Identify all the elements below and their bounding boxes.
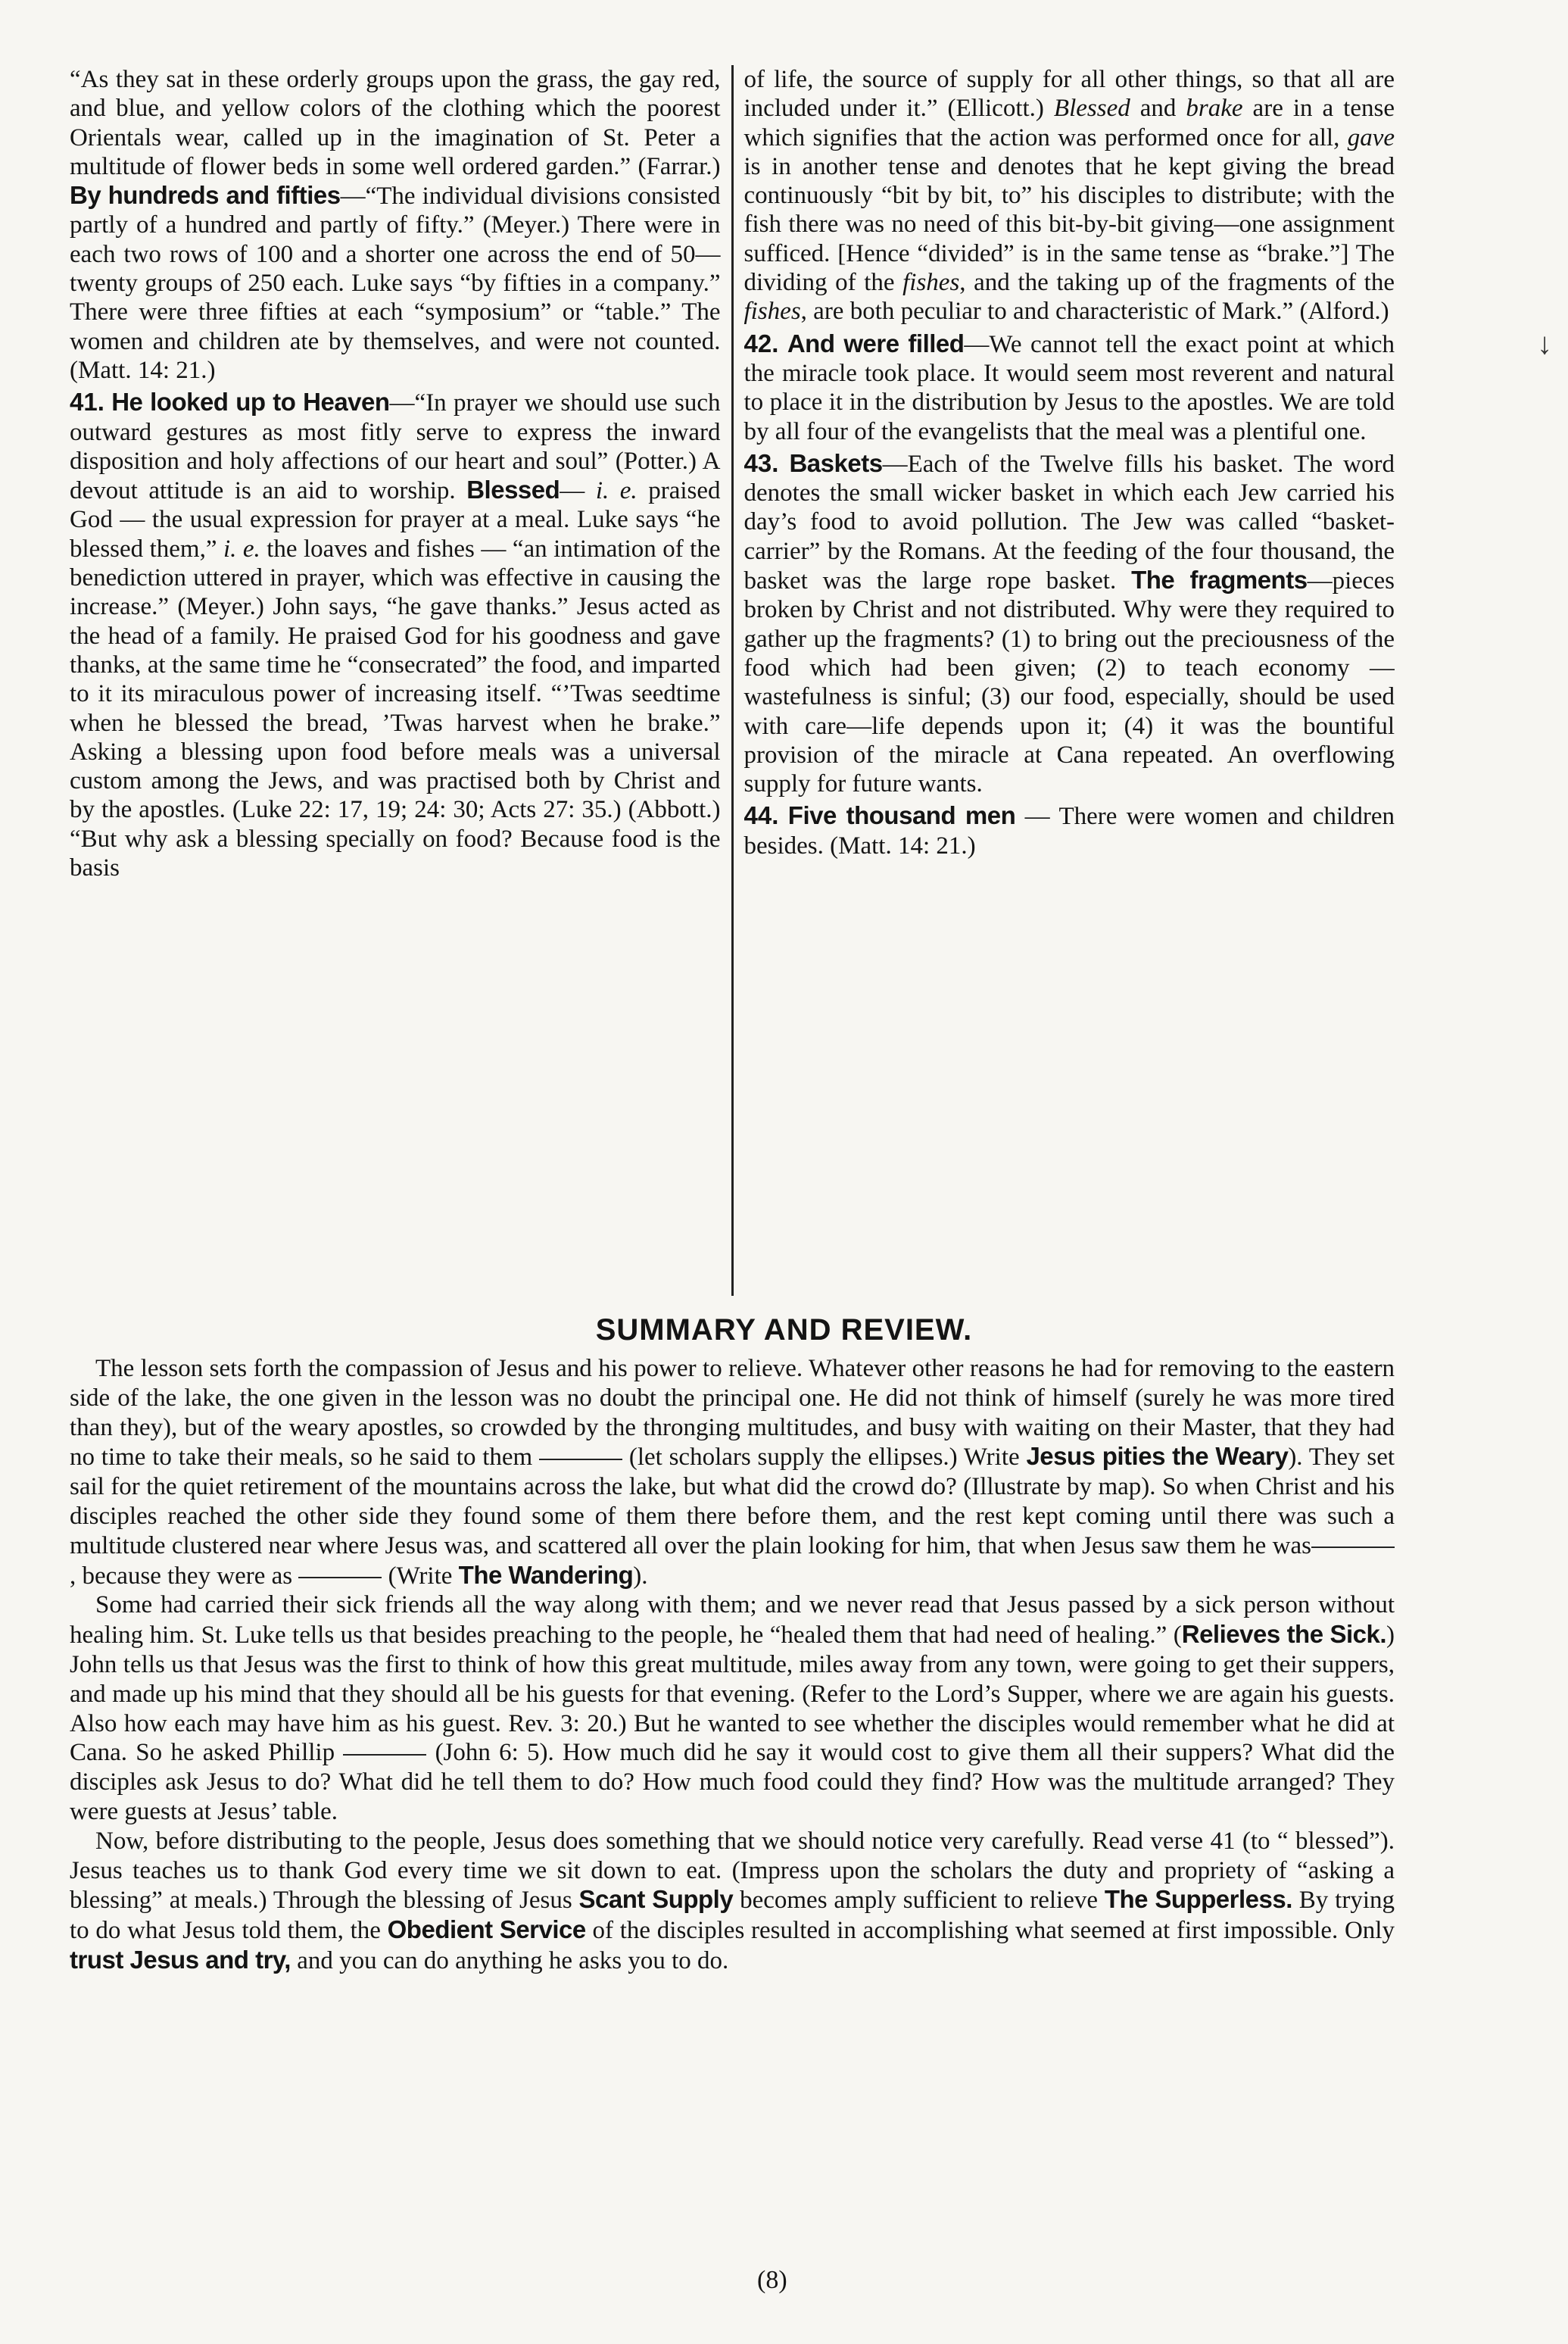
blank-line	[343, 1754, 426, 1756]
summary-text-1c: ). They set sail for the quiet retirement of the mountains across the lake, but what did the crowd do? (Illustrate by map). So when Christ and his disciples reached the other side they found some of them there before them, and the rest kept coming until there was such a multitude clustered near where Jesus was, and scattered all over the plain looking for him, that when Jesus saw them he was	[70, 1444, 1395, 1559]
text-gave-italic: gave	[1347, 123, 1395, 151]
paragraph-verse-43	[744, 449, 1395, 799]
heading-looked-up: He looked up to Heaven	[111, 388, 390, 417]
summary-text-1a: The lesson sets forth the compassion of Jesus and his power to relieve. Whatever other reasons he had for removing to the eastern side of the lake, the one given in the lesson was no doubt the principal one. He did not think of himself (surely he was more tired than they), but of the weary apostles, so crowded by the thronging multitudes, and busy with waiting on their Master, that they had no time to take their meals, so he said to them	[70, 1355, 1395, 1472]
summary-text-3c: By trying to do what Jesus told them, the	[70, 1887, 1395, 1945]
text-continued-b: and	[1130, 95, 1186, 123]
blank-line	[539, 1459, 622, 1460]
text-ie-2: i. e.	[223, 535, 260, 563]
summary-text-2c: (John 6: 5). How much did he say it would cost to give them all their suppers? What did the disciples ask Jesus to do? What did he tell them to do? How much food could they find? How was the multitude arranged? They were guests at Jesus’ table.	[70, 1739, 1395, 1825]
text-continued-e: , and the taking up of the fragments of the	[959, 269, 1395, 297]
text-brake-italic: brake	[1186, 95, 1243, 123]
blank-line	[1311, 1547, 1395, 1548]
text-blessed-b: the loaves and fishes — “an intimation of the benediction uttered in prayer, which was effective in causing the increase.” (Meyer.) John says, “he gave thanks.” Jesus acted as the head of a family. He praised God for his goodness and gave thanks, at the same time he “consecrated” the food, and imparted to it its miraculous power of increasing itself. “’Twas seedtime when he blessed the bread, ’Twas harvest when he brake.” Asking a blessing upon food before meals was a universal custom among the Jews, and was practised both by Christ and by the apostles. (Luke 22: 17, 19; 24: 30; Acts 27: 35.) (Abbott.) “But why ask a blessing specially on food? Because food is the basis	[70, 535, 721, 882]
verse-number-42: 42.	[743, 329, 779, 357]
two-column-notes	[70, 65, 1395, 1300]
text-fragments: —pieces broken by Christ and not distributed. Why were they required to gather up the fragments? (1) to bring out the preciousness of the food which had been given; (2) to teach economy —wastefulness is sinful; (3) our food, especially, should be used with care—life depends upon it; (4) it was the bountiful provision of the miracle at Cana repeated. An overflowing supply for future wants.	[743, 567, 1395, 798]
text-baskets: —Each of the Twelve fills his basket. The word denotes the small wicker basket in which each Jew carried his day’s food to avoid pollution. The Jew was called “basket-carrier” by the Romans. At the feeding of the four thousand, the basket was the large rope basket.	[743, 450, 1395, 595]
summary-text-1f: ).	[633, 1562, 648, 1590]
text-continued-d: is in another tense and denotes that he kept giving the bread continuously “bit by bit, to” his disciples to distribute; with the fish there was no need of this bit-by-bit giving—one assignment sufficed. [Hence “divided” is in the same tense as “brake.”] The dividing of the	[743, 152, 1395, 297]
heading-hundreds-fifties: By hundreds and fifties	[70, 181, 341, 210]
heading-five-thousand: Five thousand men	[787, 801, 1016, 830]
text-ie: i. e.	[595, 477, 637, 505]
text-were-filled: —We cannot tell the exact point at which the miracle took place. It would seem most reverent and natural to place it in the distribution by Jesus to the apostles. We are told by all four of the evangelists that the meal was a plentiful one.	[743, 330, 1395, 445]
verse-number-41: 41.	[70, 388, 104, 417]
summary-text-3e: and you can do anything he asks you to do.	[290, 1946, 729, 1974]
heading-supperless: The Supperless.	[1104, 1885, 1292, 1914]
summary-text-3a: Now, before distributing to the people, Jesus does something that we should notice very carefully. Read verse 41 (to “ blessed”). Jesus teaches us to thank God every time we sit down to eat. (Impress upon the scholars the duty and propriety of “asking a blessing” at meals.) Through the blessing of Jesus	[70, 1827, 1395, 1915]
verse-number-43: 43.	[743, 448, 779, 477]
paragraph-verse-42	[744, 329, 1395, 446]
summary-paragraph-2	[70, 1590, 1395, 1826]
heading-relieves-sick: Relieves the Sick.	[1181, 1620, 1387, 1649]
left-column	[70, 65, 731, 1300]
paragraph-verse-41	[70, 388, 721, 882]
summary-text-1d: , because they were as	[70, 1562, 293, 1590]
text-continued-a: of life, the source of supply for all other things, so that all are included under it.” (Ellicott.)	[743, 66, 1395, 123]
summary-text-3b: becomes amply sufficient to relieve	[733, 1887, 1105, 1915]
text-fishes-italic-2: fishes	[743, 298, 801, 326]
heading-wandering: The Wandering	[458, 1560, 634, 1589]
summary-text-2a: Some had carried their sick friends all the way along with them; and we never read that Jesus passed by a sick person without healing him. St. Luke tells us that besides preaching to the people, he “healed them that had need of healing.” (	[70, 1591, 1395, 1650]
text-fishes-italic: fishes	[902, 269, 960, 297]
paragraph-verse-40	[70, 65, 721, 385]
text-continued-f: , are both peculiar to and characteristic of Mark.” (Alford.)	[800, 298, 1389, 326]
heading-scant-supply: Scant Supply	[578, 1885, 734, 1914]
summary-text-1b: (let scholars supply the ellipses.) Write	[622, 1444, 1027, 1472]
summary-paragraph-3	[70, 1827, 1395, 1976]
paragraph-verse-44	[744, 801, 1395, 860]
summary-heading: SUMMARY AND REVIEW.	[595, 1313, 973, 1347]
heading-trust-jesus: trust Jesus and try,	[70, 1945, 291, 1974]
heading-baskets: Baskets	[789, 448, 883, 477]
text-blessed-a: praised God — the usual expression for prayer at a meal. Luke says “he blessed them,”	[70, 477, 721, 563]
summary-body	[70, 1354, 1395, 1976]
heading-fragments: The fragments	[1131, 566, 1308, 595]
text-blessed-italic: Blessed	[1053, 95, 1130, 123]
summary-paragraph-1	[70, 1354, 1395, 1590]
verse-number-44: 44.	[743, 801, 779, 830]
summary-text-2b: ) John tells us that Jesus was the first to think of how this great multitude, miles away from any town, were going to get their suppers, and made up his mind that they should all be his guests for that evening. (Refer to the Lord’s Supper, where we are again his guests. Also how each may have him as his guest. Rev. 3: 20.) But he wanted to see whether the disciples would remember what he did at Cana. So he asked Phillip	[70, 1621, 1395, 1767]
right-column	[734, 65, 1395, 1300]
heading-were-filled: And were filled	[787, 329, 965, 357]
paragraph-continued	[744, 65, 1395, 326]
text-hundreds-fifties: —“The individual divisions consisted partly of a hundred and partly of fifty.” (Meyer.) There were in each two rows of 100 and a shorter one across the end of 50—twenty groups of 250 each. Luke says “by fifties in a company.” There were three fifties at each “symposium” or “table.” The women and children ate by themselves, and were not counted. (Matt. 14: 21.)	[70, 183, 721, 384]
text-looked-up: —“In prayer we should use such outward gestures as most fitly serve to express the inward disposition and holy affections of our heart and soul” (Potter.) A devout attitude is an aid to worship.	[70, 389, 721, 505]
heading-obedient-service: Obedient Service	[387, 1915, 586, 1944]
heading-pities-weary: Jesus pities the Weary	[1026, 1442, 1289, 1471]
text-blessed-dash: —	[560, 477, 596, 505]
blank-line	[298, 1577, 382, 1578]
summary-text-1e: (Write	[382, 1562, 459, 1590]
heading-blessed: Blessed	[466, 476, 560, 504]
text-five-thousand: — There were women and children besides. (Matt. 14: 21.)	[743, 803, 1395, 860]
text-continued-c: are in a tense which signifies that the action was performed once for all,	[743, 95, 1395, 151]
summary-text-3d: of the disciples resulted in accomplishing what seemed at first impossible. Only	[585, 1917, 1395, 1945]
page-number: (8)	[757, 2266, 787, 2294]
quote-farrar: “As they sat in these orderly groups upon the grass, the gay red, and blue, and yellow colors of the clothing which the poorest Orientals wear, called up in the imagination of St. Peter a multitude of flower beds in some well ordered garden.” (Farrar.)	[70, 66, 721, 180]
margin-mark: ↓	[1537, 326, 1552, 360]
